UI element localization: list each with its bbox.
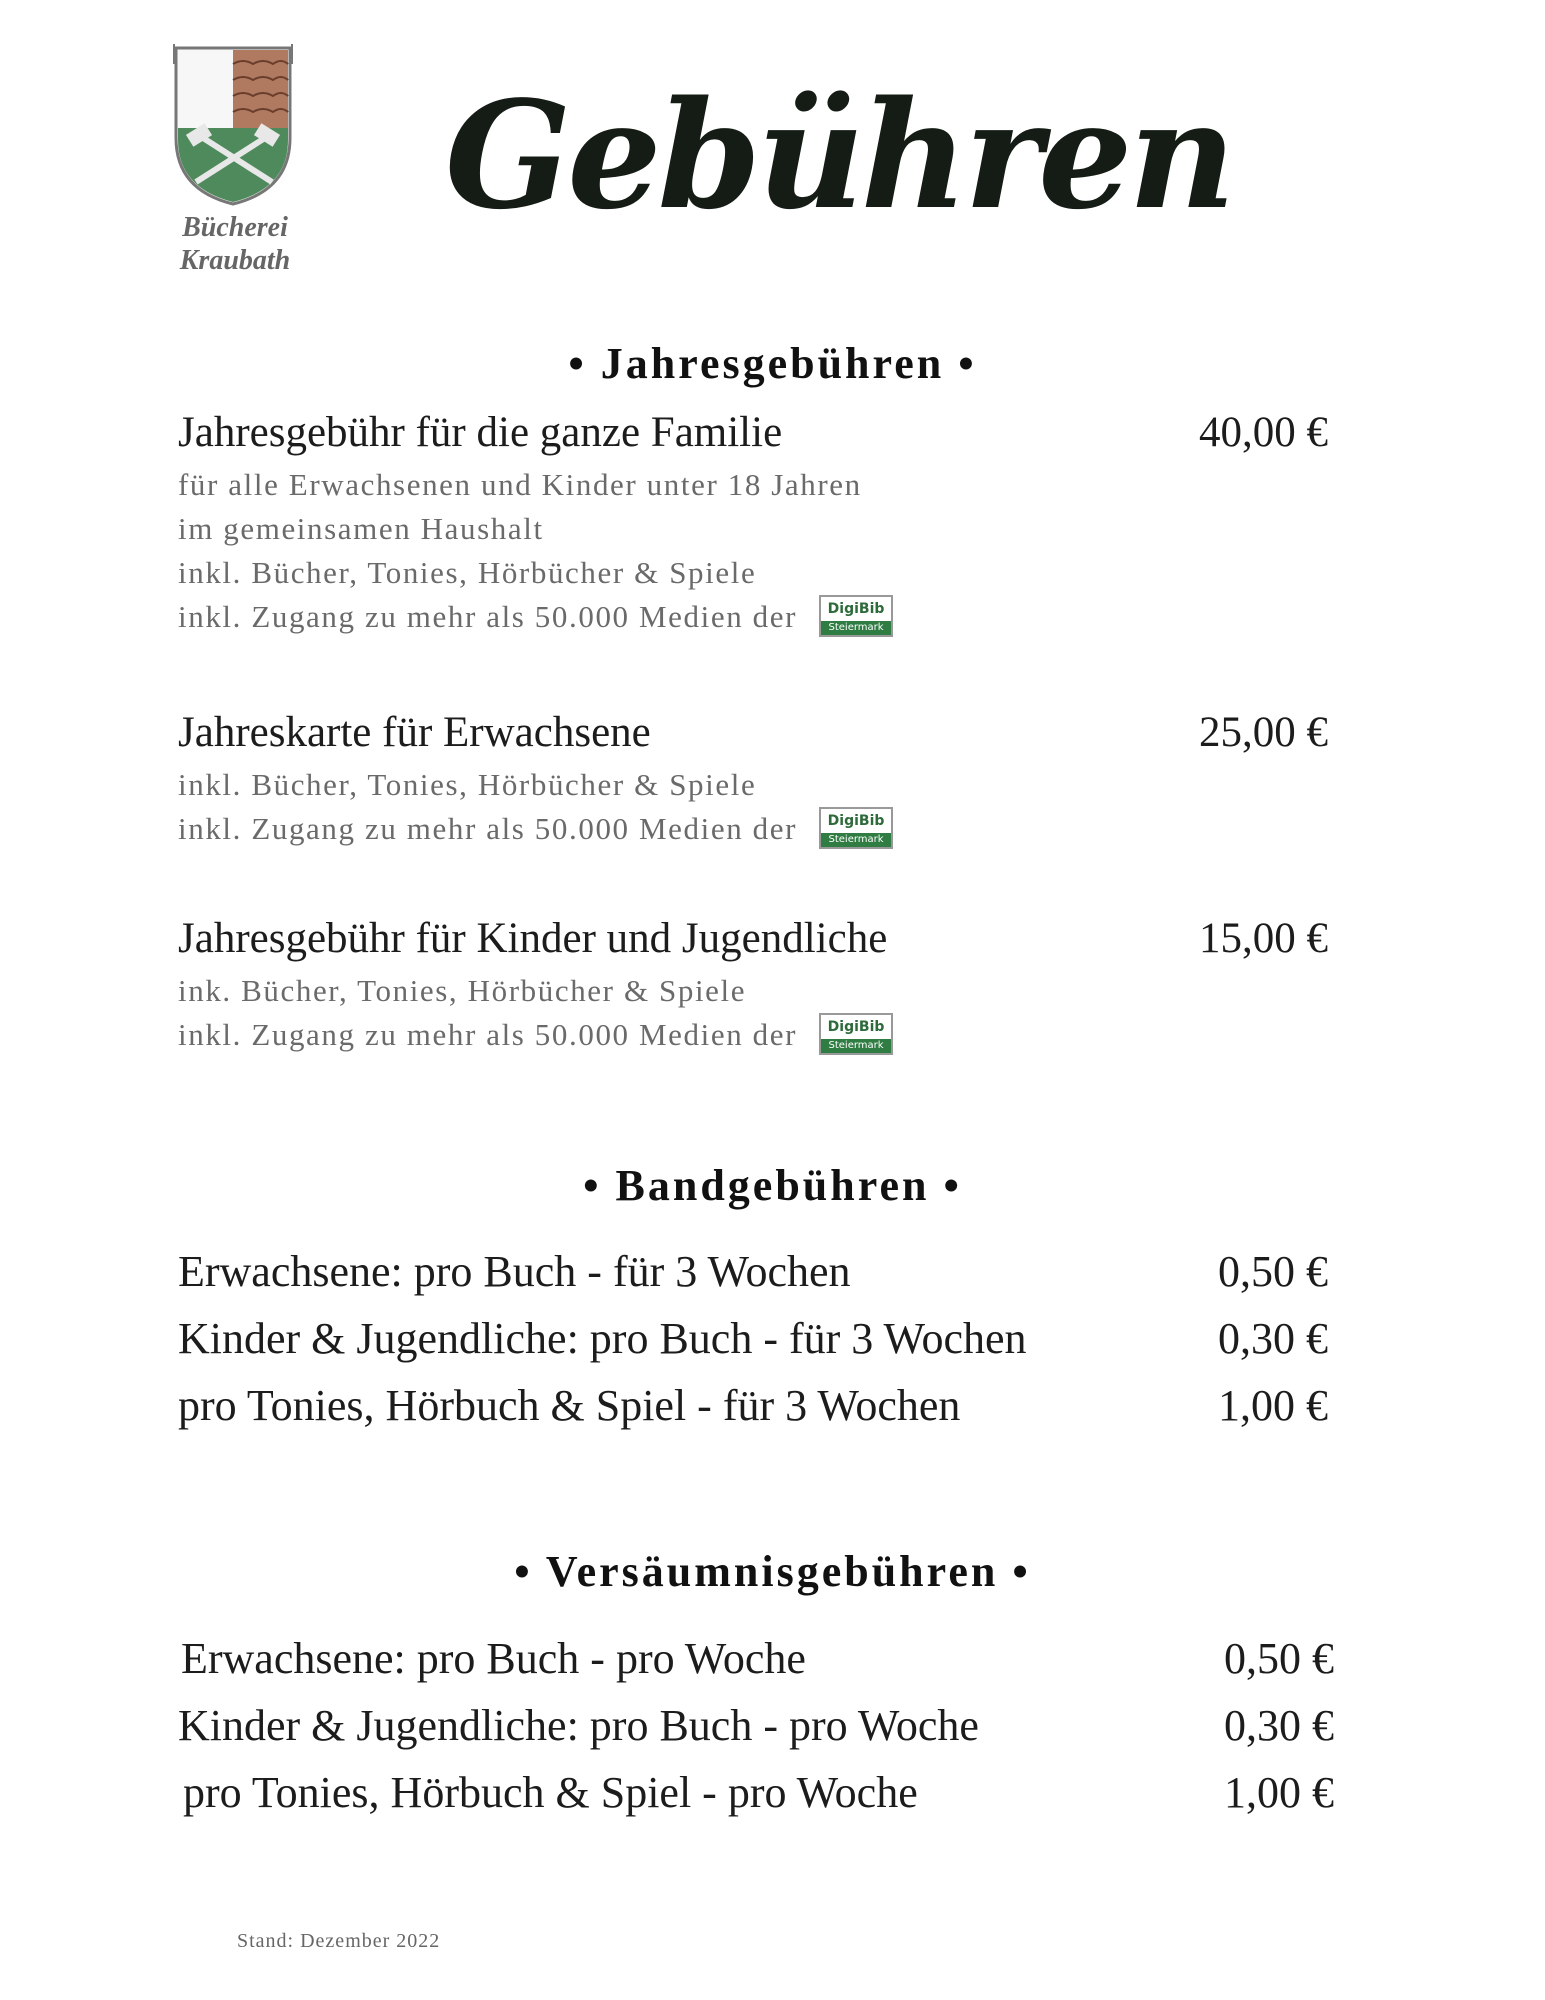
fee-label: Erwachsene: pro Buch - für 3 Wochen xyxy=(178,1247,851,1296)
fee-detail-digibib xyxy=(178,1017,893,1059)
digibib-logo xyxy=(819,1013,893,1055)
versaeumnis-row-kinder xyxy=(178,1700,1334,1760)
page-title: Gebühren xyxy=(445,68,1232,242)
logo-line-1: Bücherei xyxy=(182,212,288,243)
fee-label: Jahresgebühr für die ganze Familie xyxy=(178,409,783,456)
fee-label: Erwachsene: pro Buch - pro Woche xyxy=(181,1634,806,1683)
fee-label: pro Tonies, Hörbuch & Spiel - pro Woche xyxy=(183,1768,918,1817)
digibib-logo-top: DigiBib xyxy=(827,1019,885,1035)
fee-label: Jahresgebühr für Kinder und Jugendliche xyxy=(178,915,888,962)
fee-row-familie xyxy=(178,408,1328,468)
fee-price: 0,50 € xyxy=(1224,1634,1334,1683)
coat-of-arms-icon xyxy=(168,42,298,207)
fee-detail: inkl. Zugang zu mehr als 50.000 Medien der xyxy=(178,811,798,847)
band-row-tonies xyxy=(178,1380,1328,1440)
section-heading-jahresgebuehren: • Jahresgebühren • xyxy=(568,339,977,388)
fee-detail: inkl. Bücher, Tonies, Hörbücher & Spiele xyxy=(178,767,757,802)
digibib-logo-bottom: Steiermark xyxy=(821,1039,891,1053)
fee-price: 40,00 € xyxy=(1199,409,1328,456)
digibib-logo-top: DigiBib xyxy=(827,813,885,829)
fee-label: Kinder & Jugendliche: pro Buch - für 3 Wochen xyxy=(178,1314,1027,1363)
logo-line-2: Kraubath xyxy=(179,245,291,276)
fee-price: 25,00 € xyxy=(1199,709,1328,756)
library-logo xyxy=(160,42,310,277)
logo-caption xyxy=(160,211,310,277)
digibib-logo-bottom: Steiermark xyxy=(821,621,891,635)
fee-detail-digibib xyxy=(178,811,893,853)
fee-label: pro Tonies, Hörbuch & Spiel - für 3 Wochen xyxy=(178,1381,961,1430)
section-heading-bandgebuehren: • Bandgebühren • xyxy=(583,1161,962,1210)
fee-detail: inkl. Zugang zu mehr als 50.000 Medien der xyxy=(178,1017,798,1053)
fee-detail: inkl. Zugang zu mehr als 50.000 Medien der xyxy=(178,599,798,635)
band-row-kinder xyxy=(178,1313,1328,1373)
fee-price: 0,30 € xyxy=(1218,1314,1328,1363)
fee-price: 0,30 € xyxy=(1224,1701,1334,1750)
fee-price: 15,00 € xyxy=(1199,915,1328,962)
fee-price: 0,50 € xyxy=(1218,1247,1328,1296)
fee-detail: für alle Erwachsenen und Kinder unter 18 Jahren xyxy=(178,467,862,502)
fee-label: Jahreskarte für Erwachsene xyxy=(178,709,651,756)
fee-row-erwachsene xyxy=(178,708,1328,768)
band-row-erwachsene xyxy=(178,1246,1328,1306)
fee-detail: inkl. Bücher, Tonies, Hörbücher & Spiele xyxy=(178,555,757,590)
fee-detail: ink. Bücher, Tonies, Hörbücher & Spiele xyxy=(178,973,747,1008)
fee-price: 1,00 € xyxy=(1218,1381,1328,1430)
section-heading-versaeumnisgebuehren: • Versäumnisgebühren • xyxy=(514,1547,1031,1596)
fee-detail: im gemeinsamen Haushalt xyxy=(178,511,544,546)
digibib-logo xyxy=(819,595,893,637)
fee-row-kinder xyxy=(178,914,1328,974)
versaeumnis-row-erwachsene xyxy=(181,1633,1334,1693)
fee-detail-digibib xyxy=(178,599,893,641)
digibib-logo-top: DigiBib xyxy=(827,601,885,617)
digibib-logo xyxy=(819,807,893,849)
footer-stand: Stand: Dezember 2022 xyxy=(237,1930,441,1952)
fee-label: Kinder & Jugendliche: pro Buch - pro Woche xyxy=(178,1701,979,1750)
fee-price: 1,00 € xyxy=(1224,1768,1334,1817)
versaeumnis-row-tonies xyxy=(183,1767,1334,1827)
digibib-logo-bottom: Steiermark xyxy=(821,833,891,847)
